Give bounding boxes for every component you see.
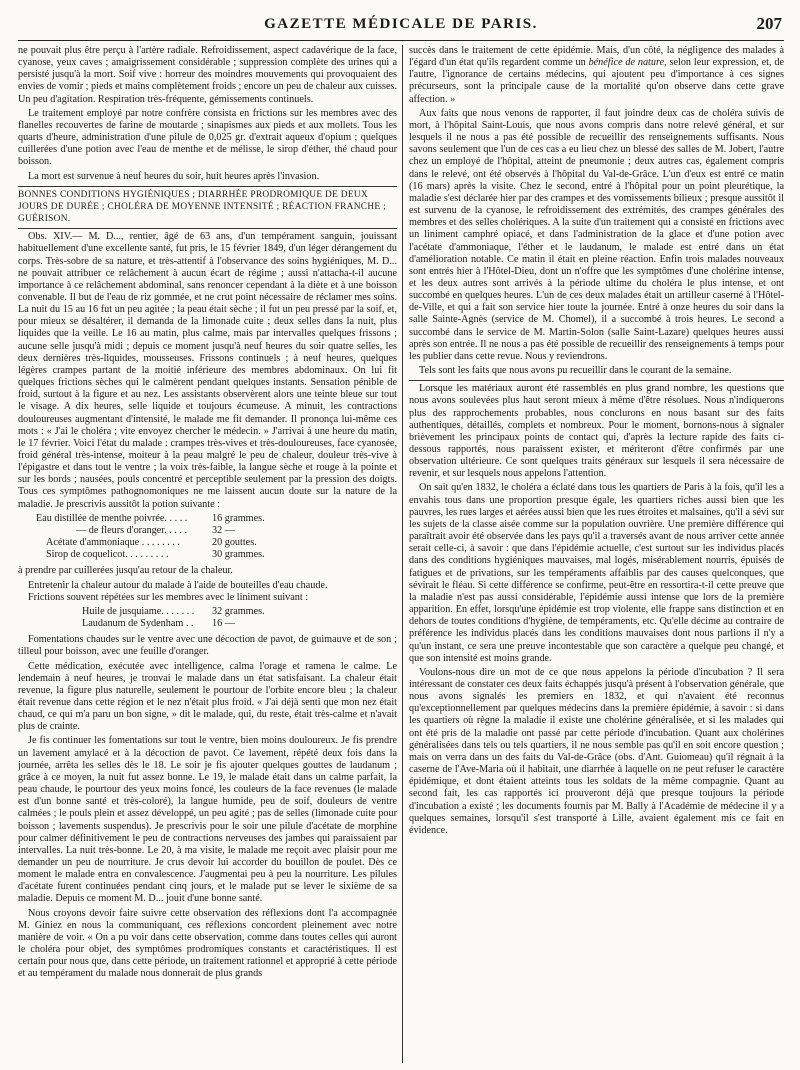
ingredient-quantity: 16 grammes. — [212, 512, 265, 524]
ingredient-quantity: 20 gouttes. — [212, 537, 257, 549]
paragraph: Lorsque les matériaux auront été rassemblés en plus grand nombre, les questions que nous avons soulevées plus haut seront mieux à même d'être résolues. Nous n'indiquerons plus des rapprochements probables, nous conclurons en nous basant sur des faits authentiques, détaillés, complets et nombreux. Pour le moment, bornons-nous à signaler brièvement les principaux points de contact qui, d'après la lecture rapide des faits ci-dessous rapportés, nous paraissent exister, et mériteront d'être confirmés par une observation ultérieure. Ce sont quelques traits généraux sur lesquels il sera nécessaire de revenir, et sur lesquels nous appelons l'attention. — [409, 383, 784, 480]
column-rule — [402, 45, 403, 1063]
ingredient-name: Acétate d'ammoniaque . . . . . . . . — [46, 537, 180, 549]
paragraph: Je fis continuer les fomentations sur tout le ventre, bien moins douloureux. Je fis prendre un lavement amylacé et à la décoction de pavot. Ce lavement, répété deux fois dans la journée, arrêta les selles dès le 18. Le soir je fis ajouter quelques gouttes de laudanum ; grâce à ce moyen, la nuit fut assez bonne. Le 19, le malade était dans un calme parfait, la peau chaude, le pourtour des yeux moins foncé, les couleurs de la face revenues (le malade est d'un bonne santé et très-coloré), la langue humide, peu de soif, douleurs de ventre calmées ; le pouls plein et assez développé, un peu agité ; pas de selles (limonade cuite pour boisson ; lavements suspendus). Je prescrivis pour le soir une pilule d'acétate de morphine pour calmer définitivement le peu de contractions nerveuses des jambes qui paraissaient par intervalles. La nuit très-bonne. Le 20, à ma visite, le malade me reçoit avec plaisir pour me demander un peu de nourriture. Je crus devoir lui accorder du bouillon de poulet. Dès ce moment le malade entra en convalescence. J'augmentai peu à peu la nourriture. Les pilules d'acétate furent continuées pendant cinq jours, et le malade put se lever le sixième de sa maladie. Depuis ce moment M. D... jouit d'une bonne santé. — [18, 735, 397, 905]
ingredient-name: — de fleurs d'oranger. . . . . — [76, 524, 188, 536]
journal-title: GAZETTE MÉDICALE DE PARIS. — [264, 16, 538, 32]
ingredient-name: Laudanum de Sydenham . . — [82, 618, 194, 630]
paragraph: On sait qu'en 1832, le choléra a éclaté dans tous les quartiers de Paris à la fois, qu'il les a envahis tous dans une proportion presque égale, les quartiers riches aussi bien que les pauvres, les rues larges et aérées aussi bien que les rues étroites et malsaines, qu'il a sévi sur les sujets de la classe aisée comme sur la population ouvrière. Une première différence qui paraîtrait avoir été observée dans les pays qu'il a traversés avant de nous arriver cette année serait celle-ci, à savoir : que dans l'épidémie actuelle, c'est surtout sur les individus placés dans des conditions hygiéniques mauvaises, mal logés, misérablement nourris, épuisés de fatigues et de privations, sur les tempéraments affaiblis par des causes quelconques, que sévirait le fléau. Si cette différence se confirme, peut-être en ressortira-t-il cette preuve que la maladie n'est pas aussi considérable, l'épidémie aussi intense que lors de la première apparition. En effet, lorsqu'une épidémie est trop violente, elle frappe sans distinction et en dehors de toutes conditions d'hygiène, de tempéraments, etc. Qu'elle décime au contraire de préférence les individus placés dans les conditions mauvaises dont nous parlions il n'y a qu'un instant, ce sera une preuve incontestable que son caractère a quelque peu changé, et que son intensité est moins grande. — [409, 482, 784, 664]
ingredient-quantity: 32 grammes. — [212, 605, 265, 617]
ingredient-quantity: 32 — — [212, 524, 235, 536]
text-run: succès dans le traitement de cette épidémie. Mais, d'un côté, la négligence des malades à l'égard d'un état qu'ils regardent comme un — [409, 45, 784, 69]
paragraph: Voulons-nous dire un mot de ce que nous appelons la période d'incubation ? Il sera intéressant de constater ces deux faits échappés jusqu'à présent à l'observation générale, que nous avons signalés les premiers en 1832, et qui n'avaient été reconnus qu'exceptionnellement par quelques médecins dans la première épidémie, à savoir : si dans les quartiers où règne la maladie il existe une cholérine généralisée, et si les malades qui ont été pris de la maladie ont passé par cette période d'incubation. Quant aux cholérines généralisées dans tels ou tels quartiers, il ne nous semble pas qu'il en soit encore question ; mais on verra dans un des faits du Val-de-Grâce (obs. d'Ant. Guiomeau) qu'il régnait à la caserne de l'Ave-Maria où il habitait, une diarrhée à laquelle on ne peut refuser le caractère épidémique, et dont étaient atteints tous les soldats de la même compagnie. Quant au second fait, les cas rapportés ici prouveront déjà que presque toujours la période d'incubation a existé ; les documents fournis par M. Bally à l'Académie de médecine il y a quelques semaines, lorsqu'il s'est transporté à Lille, avaient également mis ce fait en évidence. — [409, 666, 784, 836]
text-run: , selon leur expression, et, de l'autre, l'ignorance de certains médecins, qui ajoutent peu d'importance à ces signes précurseurs, sont la principale cause de la mortalité qu'on observe dans cette grave affection. » — [409, 57, 784, 105]
observation-heading: BONNES CONDITIONS HYGIÉNIQUES ; DIARRHÉE PRODROMIQUE DE DEUX JOURS DE DURÉE ; CHOLÉRA DE MOYENNE INTENSITÉ ; RÉACTION FRANCHE ; GUÉRISON. — [18, 189, 386, 225]
formula-row — [36, 513, 397, 525]
ingredient-name: Eau distillée de menthe poivrée. . . . . — [36, 512, 188, 524]
paragraph: Nous croyons devoir faire suivre cette observation des réflexions dont l'a accompagnée M. Giniez en nous la communiquant, ces réflexions concordent pleinement avec notre manière de voir. « On a pu voir dans cette observation, comme dans toutes celles qui auront le choléra pour objet, des symptômes prodromiques constants et caractéristiques. Il est certain pour nous que, dans cette période, un traitement rationnel et approprié à cette période et au tempérament du malade nous donnerait de plus grands — [18, 907, 397, 980]
formula-row — [36, 618, 397, 630]
prescription-potion — [36, 513, 397, 562]
paragraph: La mort est survenue à neuf heures du soir, huit heures après l'invasion. — [28, 170, 320, 182]
formula-row — [36, 606, 397, 618]
article-columns — [18, 45, 784, 1063]
paragraph: Aux faits que nous venons de rapporter, il faut joindre deux cas de choléra suivis de mort, à l'hôpital Saint-Louis, que nous avons compris dans notre relevé général, et sur lesquels il ne nous a pas été possible de recueillir des renseignements suffisants. Nous savons seulement que l'un de ces cas a eu lieu chez un blessé des salles de M. Jobert, l'autre chez un employé de l'hôpital, atteint de pneumonie ; deux autres cas, également compris dans le relevé, ont été observés à l'hôpital du Val-de-Grâce. L'un d'eux est entré ce matin (16 mars) après la visite. Chez le second, entré à l'hôpital pour un point pleurétique, la maladie s'est déclarée hier par des crampes et des vomissements bilieux ; presque aussitôt il est survenu de la cyanose, le refroidissement des extrémités, des crampes générales des membres et des selles cholériques. A la suite d'un traitement qui a consisté en frictions avec un liniment camphré opiacé, et dans l'administration de la glace et d'une potion avec l'acétate d'ammoniaque, l'éther et le laudanum, le malade est entré dans un état d'amélioration notable. Ce matin il était en pleine réaction. Enfin trois malades nouveaux sont entrés hier à l'Hôtel-Dieu, dont un n'offre que les symptômes d'une cholérine intense, et les deux autres sont arrivés à la période ultime du choléra le plus intense, et ont succombé en quelques heures. L'un de ces deux malades était un artilleur caserné à l'Hôtel-de-Ville, et qui a fait son service hier toute la journée. Entré à onze heures du soir dans la salle Sainte-Agnès (service de M. Chomel), il a succombé à trois heures. Le second a succombé dans le service de M. Martin-Solon (salle Saint-Lazare) quelques heures aussi après son entrée. Il ne nous a pas été possible de recueillir des renseignements à temps pour les publier dans cette revue. Nous y reviendrons. — [409, 107, 784, 362]
paragraph: Frictions souvent répétées sur les membres avec le liniment suivant : — [28, 591, 309, 603]
paragraph: Obs. XIV.— M. D..., rentier, âgé de 63 ans, d'un tempérament sanguin, jouissant habituellement d'une excellente santé, fut pris, le 15 février 1849, d'un léger dérangement du corps. Très-sobre de sa nature, et très-attentif à l'observance des soins hygiéniques, M. D... ne pouvait attribuer ce relâchement à aucun écart de régime ; aussi n'attacha-t-il aucune importance à ce relâchement abdominal, sans renoncer cependant à la diète et à une boisson convenable. Il but de l'eau de riz gommée, et ne crut point nécessaire de réclamer mes soins. La nuit du 15 au 16 fut un peu agitée ; la peau était sèche ; il fut un peu pressé par la soif, et, pour mieux se désaltérer, il demanda de la limonade cuite ; deux selles dans la nuit, plus liquides que la veille. Le 16 au matin, plus calme, mais par intervalles quelques frissons ; aucune selle jusqu'à midi ; depuis ce moment jusqu'à neuf heures du soir quatre selles, les deux dernières très-liquides, mousseuses. Frissons continuels ; à neuf heures, quelques légères crampes partant de la moitié inférieure des membres abdominaux. On lui fit quelques frictions sèches qui le calmèrent pendant quelques instants. Sensation pénible de froid, surtout à la figure et au nez. Les assistants observèrent alors une teinte bleue sur tout le visage. A dix heures, selle liquide et toujours écumeuse. A minuit, les contractions douloureuses augmentant d'intensité, le malade me fit demander. Il prononça lui-même ces mots : « J'ai le choléra ; vite envoyez chercher le médecin. » J'arrivai à une heure du matin, le 17 février. Voici l'état du malade : crampes très-vives et très-douloureuses, face cyanosée, froid général très-intense, moiteur à la peau malgré le peu de chaleur, douleur très-vive à l'épigastre et dans tout le ventre ; la voix très-faible, la langue sèche et rouge à la pointe et sur les bords ; nausées, pouls concentré et perceptible seulement par la pression des doigts. Tous ces symptômes pathognomoniques ne me laissent aucun doute sur la nature de la maladie. Je prescrivis aussitôt la potion suivante : — [18, 231, 397, 510]
paragraph — [409, 45, 784, 106]
ingredient-name: Huile de jusquiame. . . . . . . — [82, 605, 195, 617]
paragraph: Le traitement employé par notre confrère consista en frictions sur les membres avec des flanelles recouvertes de farine de moutarde ; sinapismes aux pieds et aux mollets. Tous les quarts d'heure, administration d'une pilule de 0,025 gr. d'extrait aqueux d'opium ; quelques cuillerées d'une potion avec l'eau de menthe et de mélisse, le sirop d'éther, thé chaud pour boisson. — [18, 107, 397, 168]
left-column — [18, 45, 397, 1063]
formula-row — [36, 549, 397, 561]
paragraph: ne pouvait plus être perçu à l'artère radiale. Refroidissement, aspect cadavérique de la face, cyanose, yeux caves ; amaigrissement considérable ; suppression complète des urines qui a persisté jusqu'à la mort. Soif vive : horreur des moindres mouvements qui provoquaient des envies de vomir ; pieds et mains complètement froids ; encore un peu de chaleur aux cuisses. Un peu d'agitation. Respiration très-fréquente, gémissements continuels. — [18, 45, 397, 105]
paragraph: Tels sont les faits que nous avons pu recueillir dans le courant de la semaine. — [419, 365, 732, 377]
ingredient-name: Sirop de coquelicot. . . . . . . . . — [46, 549, 169, 561]
quoted-expression: bénéfice de nature — [588, 57, 665, 69]
ingredient-quantity: 30 grammes. — [212, 549, 265, 561]
section-divider — [18, 228, 397, 229]
ingredient-quantity: 16 — — [212, 618, 235, 630]
section-divider — [18, 186, 397, 187]
paragraph: Entretenir la chaleur autour du malade à l'aide de bouteilles d'eau chaude. — [28, 579, 328, 591]
formula-row — [36, 525, 397, 537]
paragraph: à prendre par cuillerées jusqu'au retour de la chaleur. — [18, 565, 233, 577]
page-number: 207 — [756, 14, 782, 33]
section-divider — [409, 380, 784, 381]
prescription-liniment — [36, 606, 397, 630]
paragraph: Cette médication, exécutée avec intelligence, calma l'orage et ramena le calme. Le lendemain à neuf heures, je trouvai le malade dans un état satisfaisant. La chaleur était revenue, la figure plus naturelle, seulement le pourtour de l'orbite encore bleu ; la chaleur était revenue dans cette région et le nez n'était plus froid. « J'ai déjà senti que mon nez était chaud, ce qui m'a paru un bon signe, » dit le malade, qui, du reste, était très-calme et n'avait plus de crainte. — [18, 660, 397, 733]
paragraph: Fomentations chaudes sur le ventre avec une décoction de pavot, de guimauve et de son ; tilleul pour boisson, avec une feuille d'oranger. — [18, 634, 397, 658]
right-column — [409, 45, 784, 1063]
formula-row — [36, 537, 397, 549]
page-header — [18, 10, 784, 41]
